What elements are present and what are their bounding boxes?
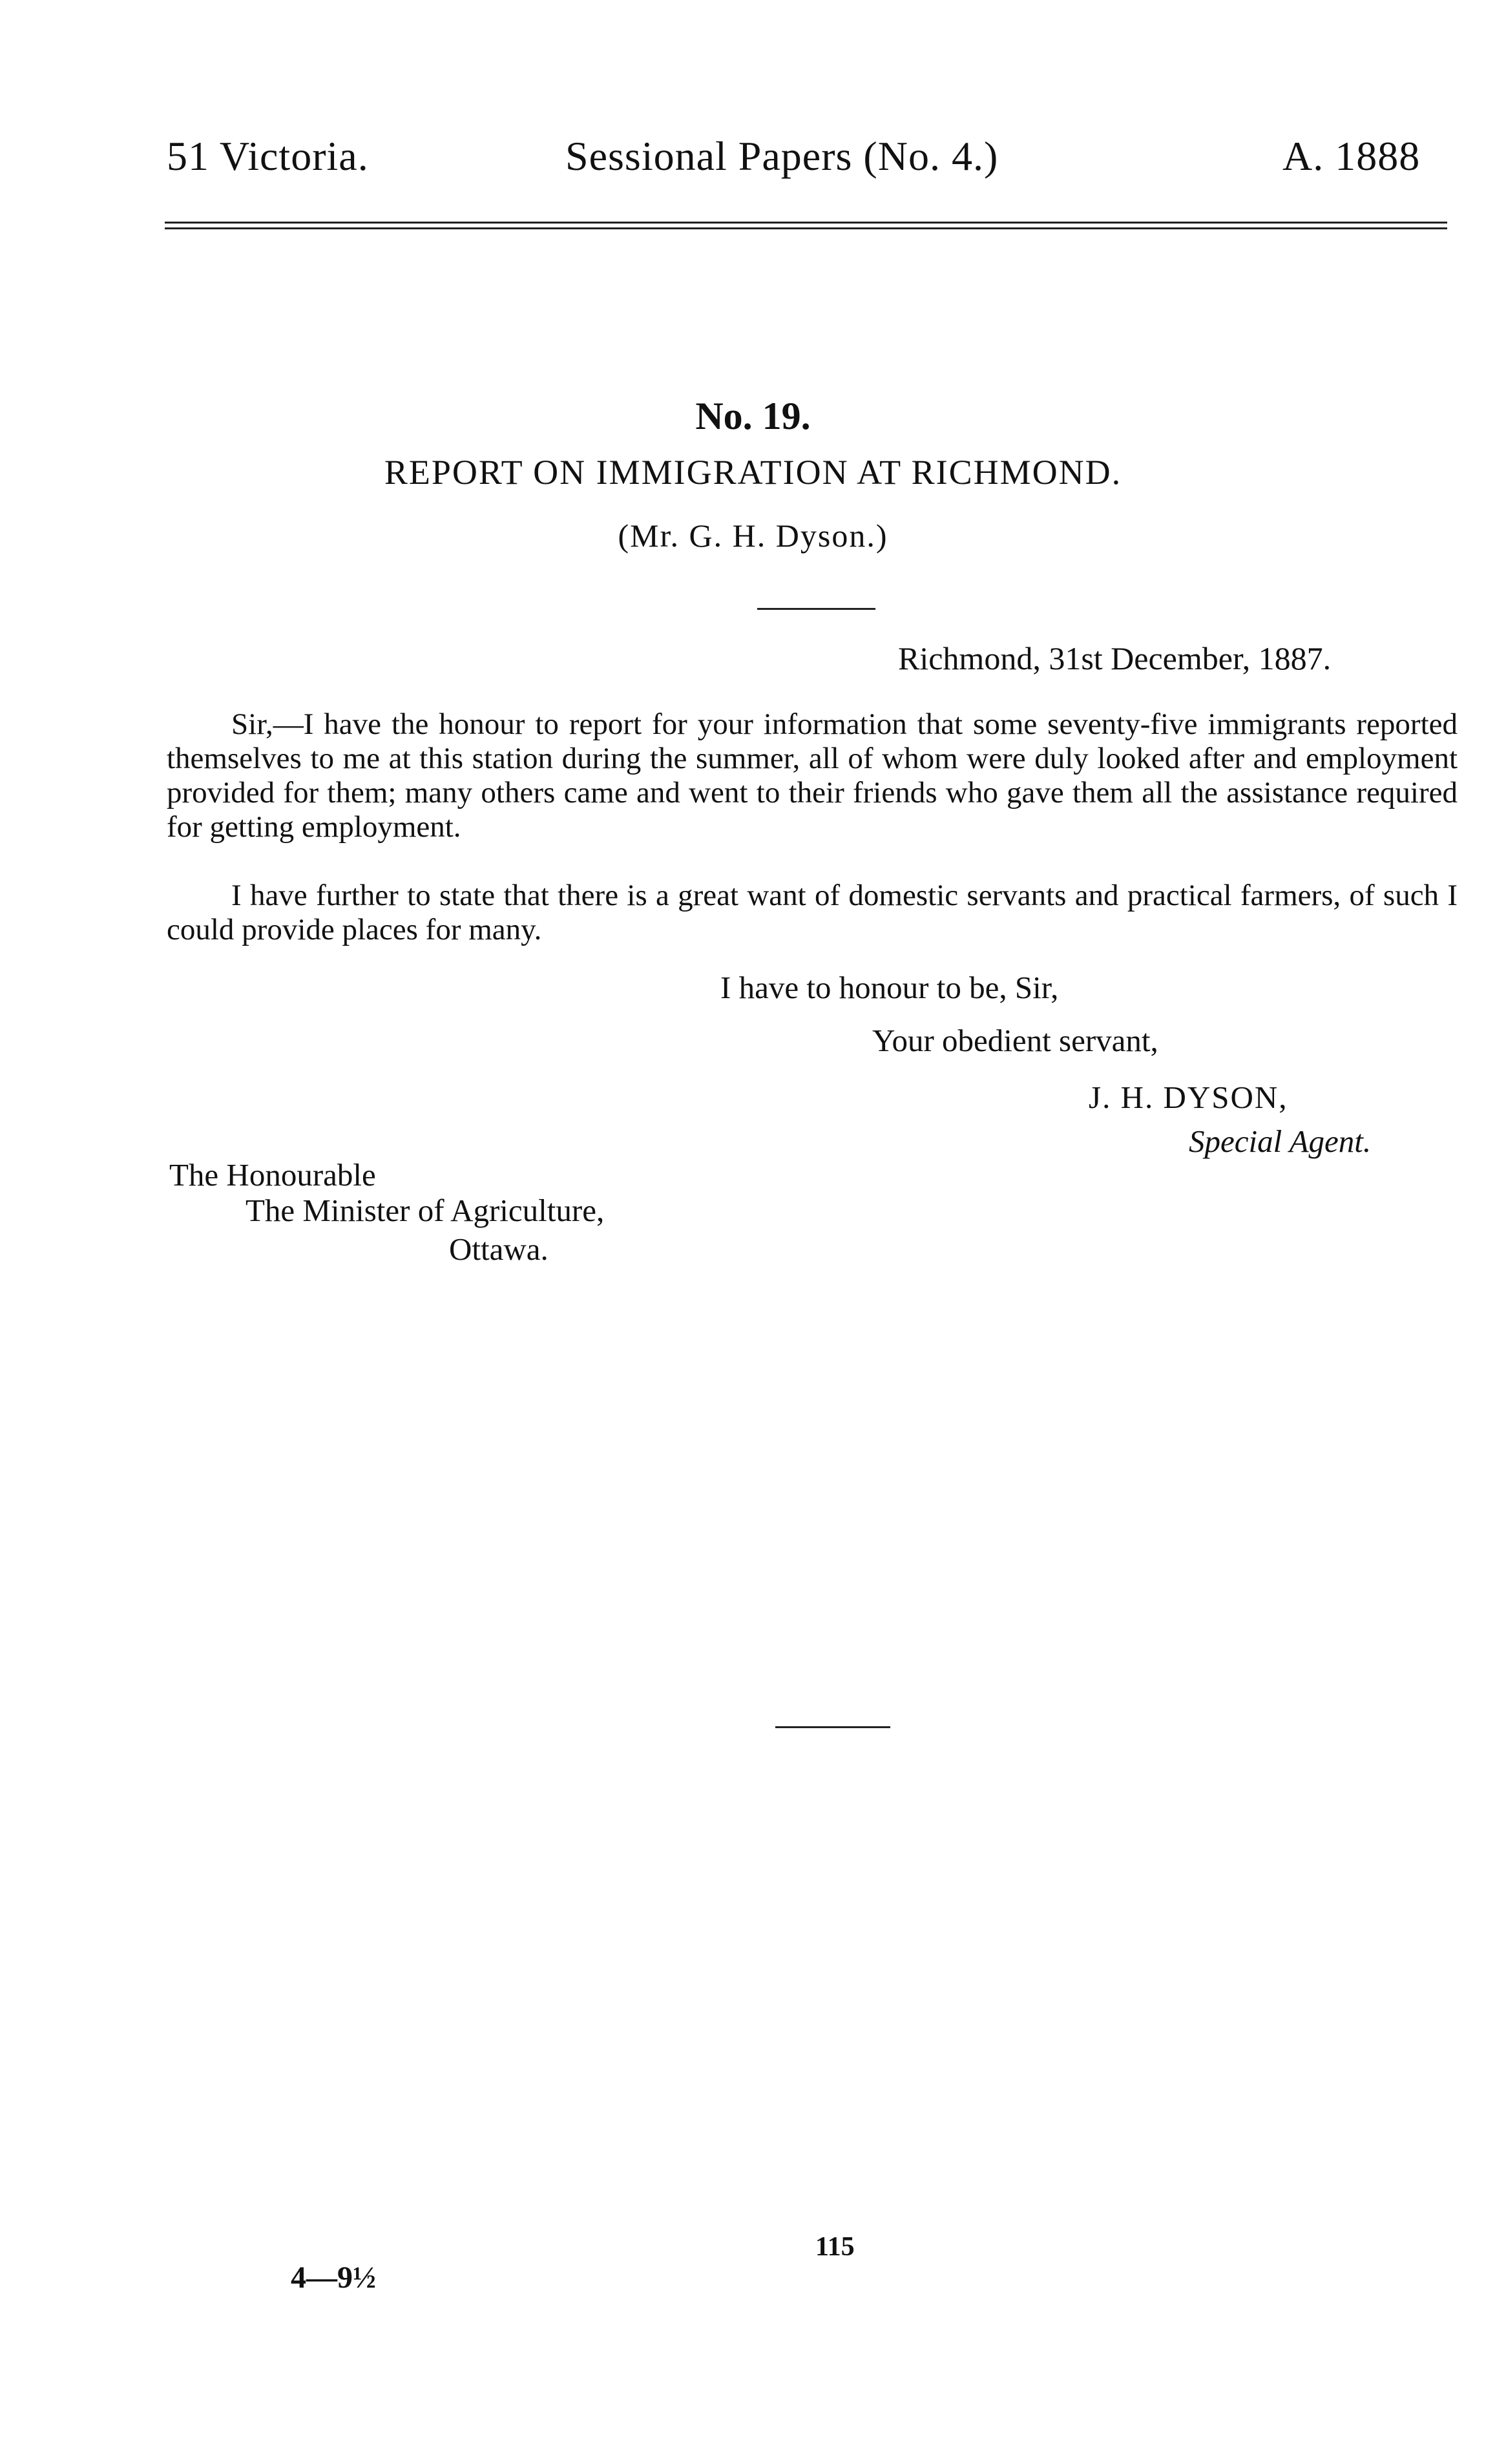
- addressee-line-2: The Minister of Agriculture,: [246, 1193, 605, 1228]
- dateline: Richmond, 31st December, 1887.: [898, 640, 1332, 676]
- closing-line-2: Your obedient servant,: [872, 1023, 1158, 1058]
- signature-title: Special Agent.: [1189, 1123, 1372, 1159]
- header-year: A. 1888: [1282, 133, 1421, 179]
- header-rule-top: [165, 222, 1447, 224]
- header-session: 51 Victoria.: [167, 133, 369, 179]
- end-divider: [775, 1726, 890, 1728]
- closing-line-1: I have to honour to be, Sir,: [720, 970, 1059, 1005]
- title-divider: [757, 608, 875, 610]
- signature: J. H. DYSON,: [1089, 1080, 1288, 1115]
- document-author: (Mr. G. H. Dyson.): [618, 517, 888, 554]
- body-paragraph-2: I have further to state that there is a great want of domestic servants and practical farmers, of such I could provide places for many.: [167, 879, 1458, 946]
- addressee-line-3: Ottawa.: [449, 1231, 549, 1267]
- document-title: REPORT ON IMMIGRATION AT RICHMOND.: [384, 453, 1122, 492]
- header-sessional-papers: Sessional Papers (No. 4.): [565, 133, 999, 179]
- addressee-line-1: The Honourable: [169, 1157, 376, 1193]
- page-number: 115: [815, 2232, 855, 2262]
- document-number: No. 19.: [695, 395, 811, 437]
- body-paragraph-1: Sir,—I have the honour to report for your information that some seventy-five immigrants reported themselves to me at this station during the summer, all of whom were duly looked after and employment provided for them; many others came and went to their friends who gave them all the assistance required for getting employment.: [167, 707, 1458, 844]
- header-rule-bottom: [165, 227, 1447, 229]
- sheet-mark: 4—9½: [291, 2260, 376, 2295]
